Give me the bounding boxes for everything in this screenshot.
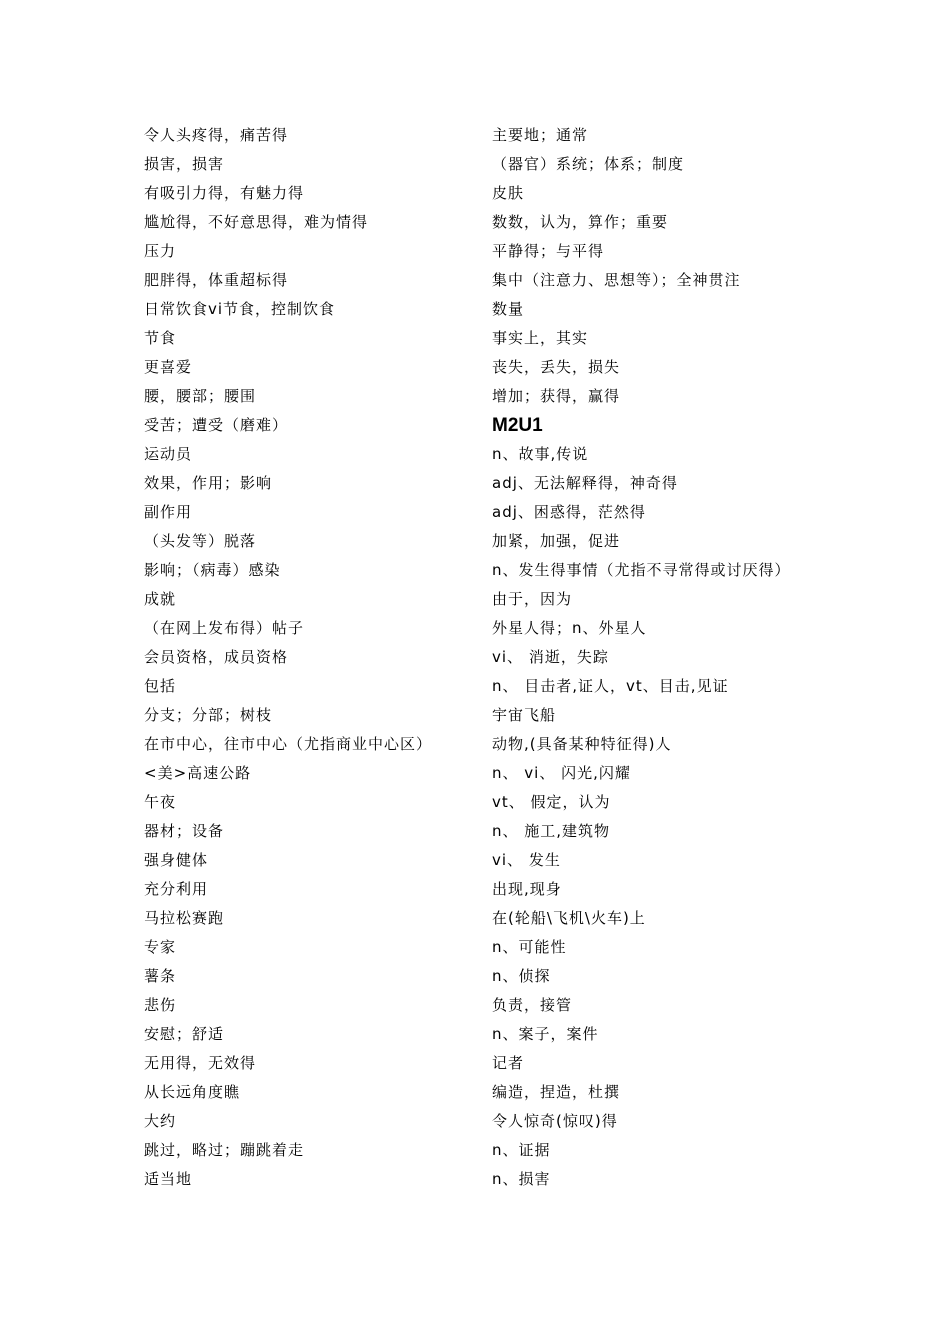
vocab-entry: 丧失，丢失，损失: [492, 358, 621, 376]
left-vocabulary-column: [144, 121, 474, 1194]
vocab-entry: vi、 发生: [492, 851, 561, 869]
vocab-entry: 器材；设备: [144, 822, 225, 840]
vocab-entry: 外星人得；n、外星人: [492, 619, 647, 637]
vocab-entry: 出现,现身: [492, 880, 562, 898]
vocab-entry: 副作用: [144, 503, 193, 521]
vocab-entry: 更喜爱: [144, 358, 193, 376]
vocab-entry: 效果，作用；影响: [144, 474, 273, 492]
vocab-entry: 在(轮船\飞机\火车)上: [492, 909, 646, 927]
vocab-entry: n、可能性: [492, 938, 567, 956]
vocab-entry: 午夜: [144, 793, 177, 811]
vocab-entry: 尴尬得，不好意思得，难为情得: [144, 213, 369, 231]
vocab-entry: （头发等）脱落: [144, 532, 257, 550]
vocab-entry: 损害，损害: [144, 155, 225, 173]
vocab-entry: 包括: [144, 677, 177, 695]
vocab-entry: n、侦探: [492, 967, 551, 985]
vocab-entry: 强身健体: [144, 851, 209, 869]
vocab-entry: 主要地；通常: [492, 126, 589, 144]
vocab-entry: 宇宙飞船: [492, 706, 557, 724]
vocab-entry: 从长远角度瞧: [144, 1083, 241, 1101]
vocab-entry: <美>高速公路: [144, 764, 252, 782]
right-vocabulary-column: [492, 121, 822, 1194]
vocab-entry: 数量: [492, 300, 525, 318]
vocab-entry: adj、无法解释得，神奇得: [492, 474, 678, 492]
vocab-entry: n、发生得事情（尤指不寻常得或讨厌得）: [492, 561, 791, 579]
vocab-entry: 腰，腰部；腰围: [144, 387, 257, 405]
vocab-entry: 集中（注意力、思想等）；全神贯注: [492, 271, 741, 289]
vocab-entry: 由于，因为: [492, 590, 573, 608]
vocab-entry: 事实上，其实: [492, 329, 589, 347]
vocab-entry: adj、困惑得，茫然得: [492, 503, 646, 521]
vocab-entry: 皮肤: [492, 184, 525, 202]
vocab-entry: 日常饮食vi节食，控制饮食: [144, 300, 336, 318]
vocab-entry: 薯条: [144, 967, 177, 985]
vocab-entry: 分支；分部；树枝: [144, 706, 273, 724]
vocab-entry: vi、 消逝，失踪: [492, 648, 609, 666]
vocab-entry: n、 施工,建筑物: [492, 822, 611, 840]
vocab-entry: 肥胖得，体重超标得: [144, 271, 289, 289]
vocab-entry: （在网上发布得）帖子: [144, 619, 305, 637]
vocab-entry: n、 vi、 闪光,闪耀: [492, 764, 631, 782]
vocab-entry: 压力: [144, 242, 177, 260]
vocab-entry: 令人头疼得，痛苦得: [144, 126, 289, 144]
vocab-entry: 跳过，略过；蹦跳着走: [144, 1141, 305, 1159]
section-heading: M2U1: [492, 415, 543, 436]
vocab-entry: （器官）系统；体系；制度: [492, 155, 685, 173]
vocab-entry: 充分利用: [144, 880, 209, 898]
vocab-entry: 记者: [492, 1054, 525, 1072]
vocab-entry: 加紧，加强，促进: [492, 532, 621, 550]
vocab-entry: n、故事,传说: [492, 445, 589, 463]
vocab-entry: 专家: [144, 938, 177, 956]
vocab-entry: n、证据: [492, 1141, 551, 1159]
vocab-entry: 负责，接管: [492, 996, 573, 1014]
vocab-entry: 有吸引力得，有魅力得: [144, 184, 305, 202]
vocab-entry: 节食: [144, 329, 177, 347]
vocab-entry: vt、 假定，认为: [492, 793, 611, 811]
vocab-entry: 安慰；舒适: [144, 1025, 225, 1043]
vocab-entry: 大约: [144, 1112, 177, 1130]
vocab-entry: 数数，认为，算作；重要: [492, 213, 669, 231]
vocab-entry: 悲伤: [144, 996, 177, 1014]
vocab-entry: 运动员: [144, 445, 193, 463]
vocab-entry: 受苦；遭受（磨难）: [144, 416, 289, 434]
vocab-entry: 增加；获得，赢得: [492, 387, 621, 405]
vocab-entry: 在市中心，往市中心（尤指商业中心区）: [144, 735, 433, 753]
vocab-entry: 动物,(具备某种特征得)人: [492, 735, 672, 753]
vocab-entry: 无用得，无效得: [144, 1054, 257, 1072]
vocab-entry: 会员资格，成员资格: [144, 648, 289, 666]
vocab-entry: 成就: [144, 590, 177, 608]
vocab-entry: 适当地: [144, 1170, 193, 1188]
vocab-entry: n、案子，案件: [492, 1025, 599, 1043]
vocab-entry: 影响；（病毒）感染: [144, 561, 281, 579]
vocab-entry: n、损害: [492, 1170, 551, 1188]
vocab-entry: 平静得；与平得: [492, 242, 605, 260]
vocab-entry: 马拉松赛跑: [144, 909, 225, 927]
vocab-entry: 令人惊奇(惊叹)得: [492, 1112, 618, 1130]
vocab-entry: n、 目击者,证人，vt、目击,见证: [492, 677, 729, 695]
vocab-entry: 编造，捏造，杜撰: [492, 1083, 621, 1101]
